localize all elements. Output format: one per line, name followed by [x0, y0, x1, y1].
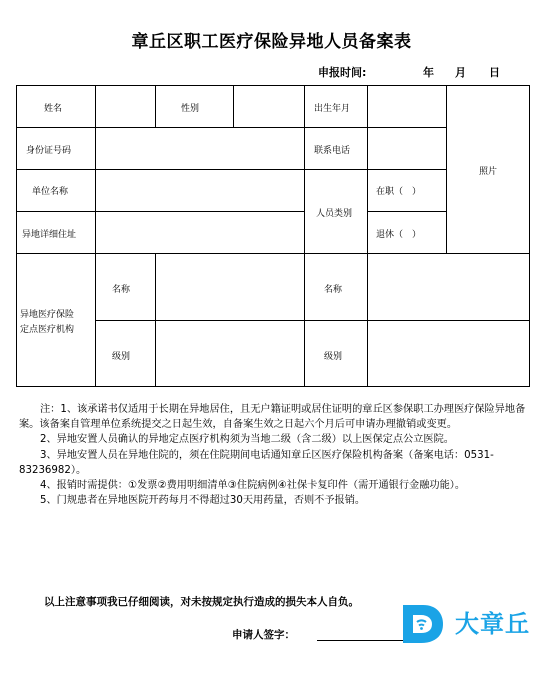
note-item: 2、异地安置人员确认的异地定点医疗机构须为当地二级（含二级）以上医保定点公立医院。: [40, 434, 454, 446]
notes-section: [19, 402, 531, 508]
institution-name-label-2: 名称: [324, 285, 343, 295]
page-title: 章丘区职工医疗保险异地人员备案表: [131, 32, 412, 52]
institution-label-line2: 定点医疗机构: [20, 325, 75, 335]
retired-option: 退休（ ）: [376, 230, 422, 240]
watermark-logo-icon: [397, 601, 445, 647]
date-year-label: 年: [423, 66, 434, 79]
signature-line: [317, 640, 403, 641]
institution-label-line1: 异地医疗保险: [20, 310, 75, 320]
note-item: 3、异地安置人员在异地住院的，须在住院期间电话通知章丘区医疗保险机构备案（备案电话：0531-83236982）。: [19, 449, 494, 476]
phone-label: 联系电话: [314, 146, 351, 156]
gender-label: 性别: [181, 104, 200, 114]
note-item: 注：1、该承诺书仅适用于长期在异地居住，且无户籍证明或居住证明的章丘区参保职工办理医疗保险异地备案。该备案自管理单位系统提交之日起生效，自备案生效之日起六个月后可申请办理撤销或变更。: [19, 404, 526, 431]
note-item: 5、门规患者在异地医院开药每月不得超过30天用药量，否则不予报销。: [40, 495, 366, 507]
date-day-label: 日: [489, 66, 500, 79]
employed-option: 在职（ ）: [376, 187, 422, 197]
note-item: 4、报销时需提供：①发票②费用明细清单③住院病例④社保卡复印件（需开通银行金融功能）。: [40, 480, 466, 492]
signature-label: 申请人签字：: [232, 629, 295, 641]
acknowledgement-text: 以上注意事项我已仔细阅读，对未按规定执行造成的损失本人自负。: [44, 596, 359, 608]
date-month-label: 月: [455, 66, 466, 79]
person-type-label: 人员类别: [316, 209, 353, 219]
institution-level-label-1: 级别: [112, 352, 131, 362]
institution-level-label-2: 级别: [324, 352, 343, 362]
employer-label: 单位名称: [32, 187, 69, 197]
watermark-text: 大章丘: [455, 610, 530, 638]
id-number-label: 身份证号码: [26, 146, 72, 156]
birth-date-label: 出生年月: [314, 104, 351, 114]
institution-name-label-1: 名称: [112, 285, 131, 295]
photo-label: 照片: [479, 167, 498, 177]
name-label: 姓名: [44, 104, 63, 114]
declare-time-label: 申报时间:: [318, 66, 367, 79]
address-label: 异地详细住址: [22, 230, 77, 240]
